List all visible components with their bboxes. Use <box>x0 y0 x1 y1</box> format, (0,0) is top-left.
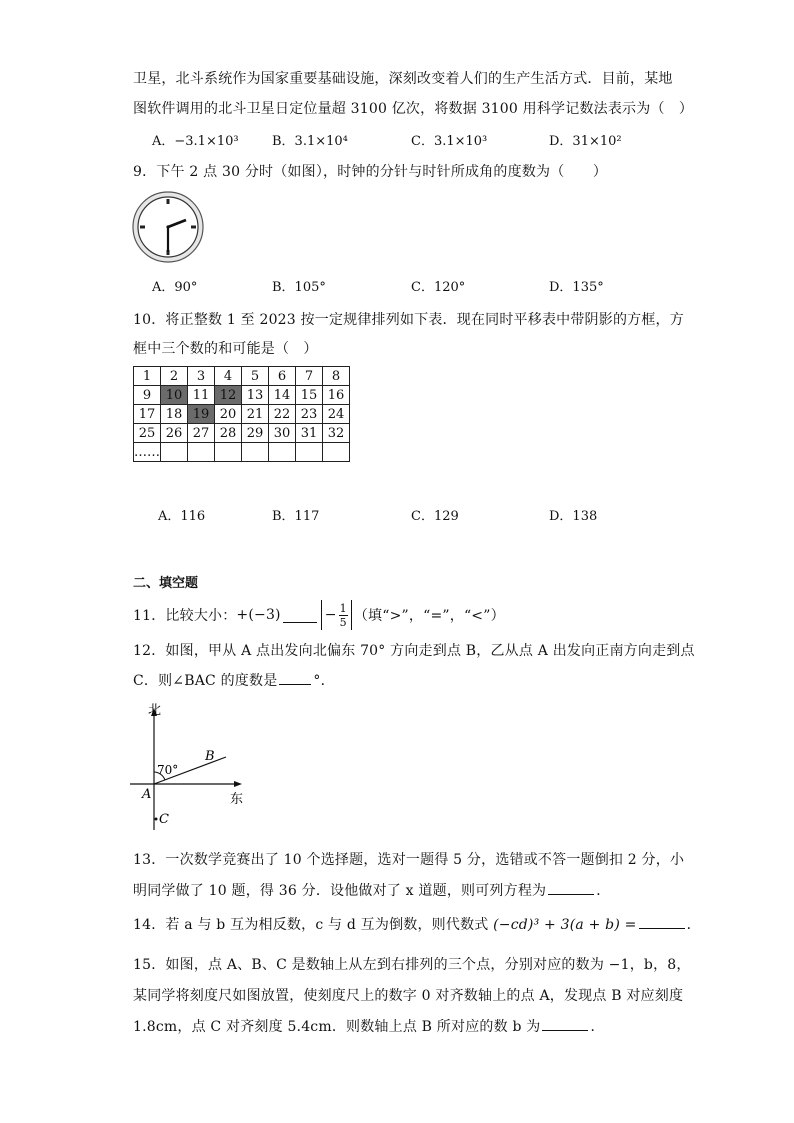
q10-option-b: B．117 <box>272 509 320 524</box>
table-cell: 7 <box>296 367 323 386</box>
clock-tick-9 <box>140 226 145 229</box>
point-c-dot <box>155 818 158 821</box>
q12-line-2-text: C．则∠BAC 的度数是 <box>133 673 278 689</box>
clock-figure <box>131 191 205 263</box>
q10-option-d: D．138 <box>549 509 598 524</box>
east-arrow <box>234 781 242 787</box>
q12-line-2 <box>133 670 335 690</box>
q8-option-c: C．3.1×10³ <box>411 134 488 149</box>
q11-prefix: 11．比较大小： <box>133 608 237 624</box>
table-row <box>134 367 350 386</box>
table-cell: 12 <box>215 386 242 405</box>
q13-end: ． <box>596 883 611 899</box>
q11-answer-blank[interactable] <box>283 608 317 623</box>
q11-numerator: 1 <box>339 601 347 615</box>
table-cell <box>323 443 350 462</box>
table-cell <box>242 443 269 462</box>
north-label: 北 <box>148 703 162 718</box>
table-cell: 29 <box>242 424 269 443</box>
table-cell: 3 <box>188 367 215 386</box>
table-cell: 23 <box>296 405 323 424</box>
q14-expression: (−cd)³ + 3(a + b) = <box>493 917 637 933</box>
number-table <box>133 366 350 462</box>
q13-line-2 <box>133 880 610 900</box>
q11-suffix: （填“>”，“=”，“<”） <box>353 608 505 624</box>
table-cell: 31 <box>296 424 323 443</box>
q8-line-2: 图软件调用的北斗卫星日定位量超 3100 亿次，将数据 3100 用科学记数法表示为（ ） <box>133 101 694 117</box>
table-cell: 14 <box>269 386 296 405</box>
q11-fraction <box>339 602 348 629</box>
q10-line-1: 10．将正整数 1 至 2023 按一定规律排列如下表．现在同时平移表中带阴影的方框，方 <box>133 312 684 328</box>
q8-option-d: D．31×10² <box>549 134 622 149</box>
q13-answer-blank[interactable] <box>548 880 594 895</box>
table-cell: 6 <box>269 367 296 386</box>
table-row <box>134 443 350 462</box>
q14-text: 14．若 a 与 b 互为相反数，c 与 d 互为倒数，则代数式 <box>133 917 489 933</box>
table-cell: 20 <box>215 405 242 424</box>
q13-line-1: 13．一次数学竞赛出了 10 个选择题，选对一题得 5 分，选错或不答一题倒扣 2 分，小 <box>133 852 685 868</box>
table-cell: 18 <box>161 405 188 424</box>
q14-end: ． <box>686 917 701 933</box>
q9-option-b: B．105° <box>272 280 326 295</box>
table-cell <box>269 443 296 462</box>
table-cell: 5 <box>242 367 269 386</box>
clock-tick-12 <box>167 199 170 204</box>
table-cell: 25 <box>134 424 161 443</box>
q12-answer-blank[interactable] <box>279 670 311 685</box>
q10-option-c: C．129 <box>411 509 459 524</box>
q12-degree: °． <box>313 673 335 689</box>
q9-option-c: C．120° <box>411 280 466 295</box>
q11-denominator: 5 <box>339 615 347 629</box>
table-cell: 22 <box>269 405 296 424</box>
table-cell: 19 <box>188 405 215 424</box>
q15-answer-blank[interactable] <box>542 1016 588 1031</box>
table-cell: 15 <box>296 386 323 405</box>
table-cell: 2 <box>161 367 188 386</box>
q15-line-3 <box>133 1016 605 1036</box>
q9-option-d: D．135° <box>549 280 604 295</box>
q15-end: ． <box>590 1019 605 1035</box>
point-b-label: B <box>205 749 215 764</box>
table-cell: 27 <box>188 424 215 443</box>
table-cell: 8 <box>323 367 350 386</box>
table-cell: 1 <box>134 367 161 386</box>
table-cell: 26 <box>161 424 188 443</box>
table-cell <box>296 443 323 462</box>
q9-text: 9．下午 2 点 30 分时（如图），时钟的分针与时针所成角的度数为（ ） <box>133 164 608 180</box>
q8-option-a: A．−3.1×10³ <box>152 134 239 149</box>
q8-line-1: 卫星，北斗系统作为国家重要基础设施，深刻改变着人们的生产生活方式．目前，某地 <box>133 71 673 87</box>
direction-figure <box>126 698 256 834</box>
q10-option-a: A．116 <box>158 509 206 524</box>
table-cell: 13 <box>242 386 269 405</box>
angle-label: 70° <box>157 763 179 777</box>
q11-left-expr: +(−3) <box>236 607 281 623</box>
table-cell: 28 <box>215 424 242 443</box>
q11-line <box>133 600 505 630</box>
table-cell <box>161 443 188 462</box>
q14-answer-blank[interactable] <box>639 914 685 929</box>
q10-line-2: 框中三个数的和可能是（ ） <box>133 341 318 357</box>
table-cell: 30 <box>269 424 296 443</box>
q15-line-1: 15．如图，点 A、B、C 是数轴上从左到右排列的三个点，分别对应的数为 −1，b，8， <box>133 957 691 973</box>
table-cell: 16 <box>323 386 350 405</box>
section-title: 二、填空题 <box>133 576 199 591</box>
q9-option-a: A．90° <box>152 280 198 295</box>
table-row <box>134 386 350 405</box>
table-cell: 24 <box>323 405 350 424</box>
table-cell: 21 <box>242 405 269 424</box>
table-cell <box>215 443 242 462</box>
table-cell: 10 <box>161 386 188 405</box>
q11-abs-value: − $\frac{1}{5}$ <box>321 600 352 630</box>
q14-line <box>133 914 701 934</box>
table-row <box>134 405 350 424</box>
table-cell: …… <box>134 444 160 460</box>
clock-tick-3 <box>191 226 196 229</box>
table-cell: 9 <box>134 386 161 405</box>
east-label: 东 <box>230 792 244 807</box>
q15-line-2: 某同学将刻度尺如图放置，使刻度尺上的数字 0 对齐数轴上的点 A，发现点 B 对应刻度 <box>133 988 684 1004</box>
q15-line-3-text: 1.8cm，点 C 对齐刻度 5.4cm．则数轴上点 B 所对应的数 b 为 <box>133 1019 541 1035</box>
table-cell: 17 <box>134 405 161 424</box>
table-cell: 32 <box>323 424 350 443</box>
q12-line-1: 12．如图，甲从 A 点出发向北偏东 70° 方向走到点 B，乙从点 A 出发向正南方向走到点 <box>133 643 695 659</box>
point-a-label: A <box>142 787 152 802</box>
clock-center <box>166 225 169 228</box>
q13-line-2-text: 明同学做了 10 题，得 36 分．设他做对了 x 道题，则可列方程为 <box>133 883 547 899</box>
table-cell <box>188 443 215 462</box>
q8-option-b: B．3.1×10⁴ <box>272 134 348 149</box>
table-cell: 4 <box>215 367 242 386</box>
table-cell: 11 <box>188 386 215 405</box>
point-c-label: C <box>159 812 169 827</box>
table-row <box>134 424 350 443</box>
